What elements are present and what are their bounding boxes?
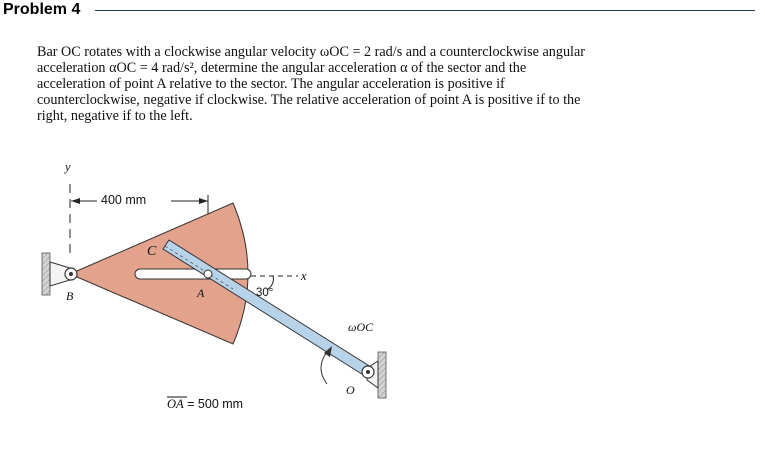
pin-b-center — [69, 272, 73, 276]
dimension-label: 400 mm — [101, 193, 147, 207]
angle-label: 30° — [256, 287, 274, 299]
point-o-label: O — [346, 383, 355, 397]
point-c-label: C — [147, 244, 157, 259]
point-a-label: A — [197, 286, 205, 300]
omega-label: ωOC — [348, 320, 374, 334]
header-bar — [0, 0, 765, 22]
mechanism-drawing — [35, 158, 415, 420]
oa-length-value: = 500 mm — [183, 397, 244, 411]
problem-title: Problem 4 — [3, 1, 81, 18]
pin-a — [204, 270, 212, 278]
support-b-wall — [42, 253, 50, 295]
sector-slot — [135, 269, 251, 279]
dimension-arrow-left — [71, 198, 80, 204]
support-o-wall — [378, 352, 386, 398]
problem-line-5: right, negative if to the left. — [37, 108, 193, 124]
pin-o-center — [366, 370, 370, 374]
oa-segment-label: OA — [167, 397, 184, 411]
problem-line-3: acceleration of point A relative to the sector. The angular acceleration is positive if — [37, 76, 505, 92]
problem-line-4: counterclockwise, negative if clockwise. The relative acceleration of point A is positive if to the — [37, 92, 581, 108]
point-b-label: B — [66, 289, 74, 303]
dimension-arrow-right — [199, 198, 208, 204]
header-rule — [95, 10, 755, 11]
problem-line-2: acceleration αOC = 4 rad/s², determine the angular acceleration α of the sector and the — [37, 60, 527, 76]
y-axis-label: y — [65, 160, 71, 174]
x-axis-label: x — [301, 269, 307, 283]
oa-length-label — [167, 397, 243, 412]
problem-line-1: Bar OC rotates with a clockwise angular velocity ωOC = 2 rad/s and a counterclockwise angular — [37, 44, 586, 60]
problem-statement — [37, 44, 677, 124]
omega-arc — [321, 352, 327, 384]
mechanism-figure — [35, 158, 415, 420]
